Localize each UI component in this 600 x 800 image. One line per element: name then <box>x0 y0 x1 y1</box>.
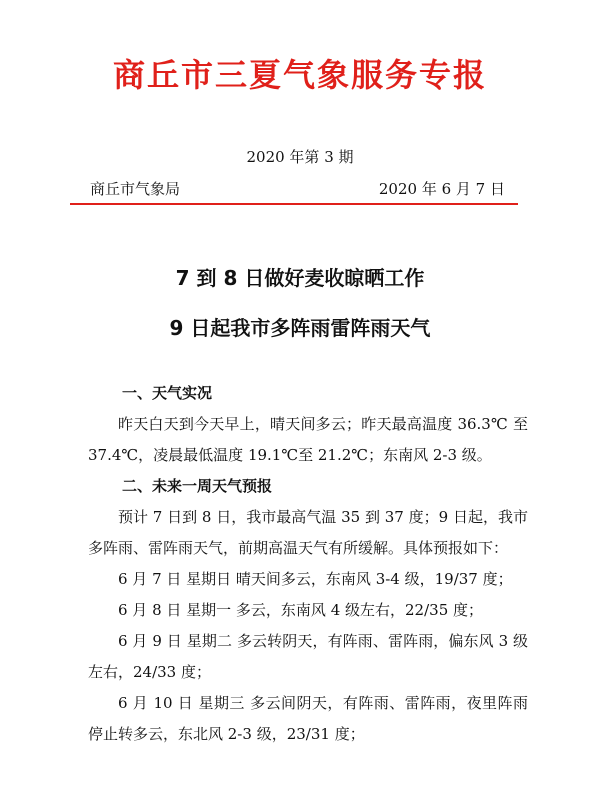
section-heading-observed: 一、天气实况 <box>122 384 213 402</box>
issue-number: 2020 年第 3 期 <box>246 148 354 166</box>
document-title: 商丘市三夏气象服务专报 <box>112 56 487 94</box>
red-divider <box>70 203 518 205</box>
forecast-day-7: 6 月 7 日 星期日 晴天间多云，东南风 3-4 级，19/37 度； <box>118 570 513 588</box>
forecast-intro: 预计 7 日到 8 日，我市最高气温 35 到 37 度；9 日起，我市多阵雨、雷阵雨天气，前期高温天气有所缓解。具体预报如下： <box>88 508 528 557</box>
forecast-day-8: 6 月 8 日 星期一 多云，东南风 4 级左右，22/35 度； <box>118 601 484 619</box>
forecast-day-9: 6 月 9 日 星期二 多云转阴天，有阵雨、雷阵雨，偏东风 3 级左右，24/33 度； <box>88 632 528 681</box>
publish-date: 2020 年 6 月 7 日 <box>378 180 505 198</box>
publisher-row <box>90 178 505 199</box>
publisher-name: 商丘市气象局 <box>90 180 181 198</box>
document-body <box>88 378 528 750</box>
observed-paragraph: 昨天白天到今天早上，晴天间多云；昨天最高温度 36.3℃ 至 37.4℃，凌晨最低温度 19.1℃至 21.2℃；东南风 2-3 级。 <box>88 415 528 464</box>
headline-2: 9 日起我市多阵雨雷阵雨天气 <box>169 316 431 340</box>
headline-1: 7 到 8 日做好麦收晾晒工作 <box>175 266 425 290</box>
section-heading-forecast: 二、未来一周天气预报 <box>122 477 273 495</box>
forecast-day-10: 6 月 10 日 星期三 多云间阴天，有阵雨、雷阵雨，夜里阵雨停止转多云，东北风 2-3 级，23/31 度； <box>88 694 528 743</box>
